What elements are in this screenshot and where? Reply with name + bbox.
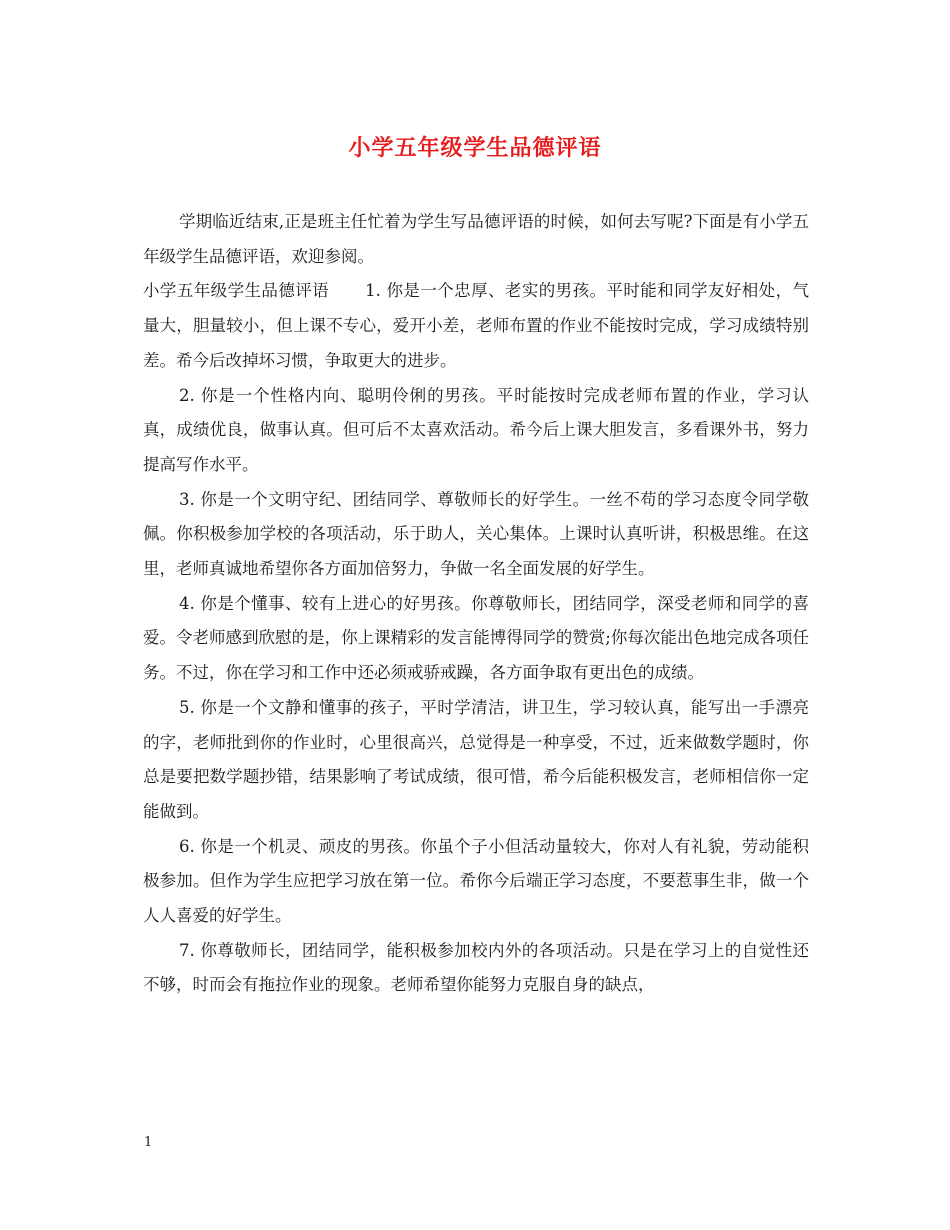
item-paragraph-1 [143, 274, 809, 378]
page-number: 1 [144, 1135, 153, 1150]
section-heading: 小学五年级学生品德评语 [143, 281, 330, 301]
item-paragraph-4: 4. 你是个懂事、较有上进心的好男孩。你尊敬师长，团结同学，深受老师和同学的喜爱。令老师感到欣慰的是，你上课精彩的发言能博得同学的赞赏;你每次能出色地完成各项任务。不过，你在学习和工作中还必须戒骄戒躁，各方面争取有更出色的成绩。 [143, 593, 809, 683]
item-paragraph-2: 2. 你是一个性格内向、聪明伶俐的男孩。平时能按时完成老师布置的作业，学习认真，成绩优良，做事认真。但可后不太喜欢活动。希今后上课大胆发言，多看课外书，努力提高写作水平。 [143, 385, 809, 474]
document-body [143, 205, 809, 1003]
document-title: 小学五年级学生品德评语 [348, 135, 602, 161]
item-paragraph-7: 7. 你尊敬师长，团结同学，能积极参加校内外的各项活动。只是在学习上的自觉性还不够，时而会有拖拉作业的现象。老师希望你能努力克服自身的缺点， [143, 940, 809, 995]
item-paragraph-6: 6. 你是一个机灵、顽皮的男孩。你虽个子小但活动量较大，你对人有礼貌，劳动能积极参加。但作为学生应把学习放在第一位。希你今后端正学习态度，不要惹事生非，做一个人人喜爱的好学生。 [143, 836, 809, 926]
item-paragraph-5: 5. 你是一个文静和懂事的孩子，平时学清洁，讲卫生，学习较认真，能写出一手漂亮的字，老师批到你的作业时，心里很高兴，总觉得是一种享受，不过，近来做数学题时，你总是要把数学题抄错，结果影响了考试成绩，很可惜，希今后能积极发言，老师相信你一定能做到。 [143, 697, 809, 821]
item-paragraph-3: 3. 你是一个文明守纪、团结同学、尊敬师长的好学生。一丝不苟的学习态度令同学敬佩。你积极参加学校的各项活动，乐于助人，关心集体。上课时认真听讲，积极思维。在这里，老师真诚地希望你各方面加倍努力，争做一名全面发展的好学生。 [143, 489, 809, 579]
intro-paragraph: 学期临近结束,正是班主任忙着为学生写品德评语的时候，如何去写呢?下面是有小学五年级学生品德评语，欢迎参阅。 [143, 212, 809, 266]
item-text-1: 1. 你是一个忠厚、老实的男孩。平时能和同学友好相处，气量大，胆量较小，但上课不专心，爱开小差，老师布置的作业不能按时完成，学习成绩特别差。希今后改掉坏习惯，争取更大的进步。 [143, 281, 809, 370]
